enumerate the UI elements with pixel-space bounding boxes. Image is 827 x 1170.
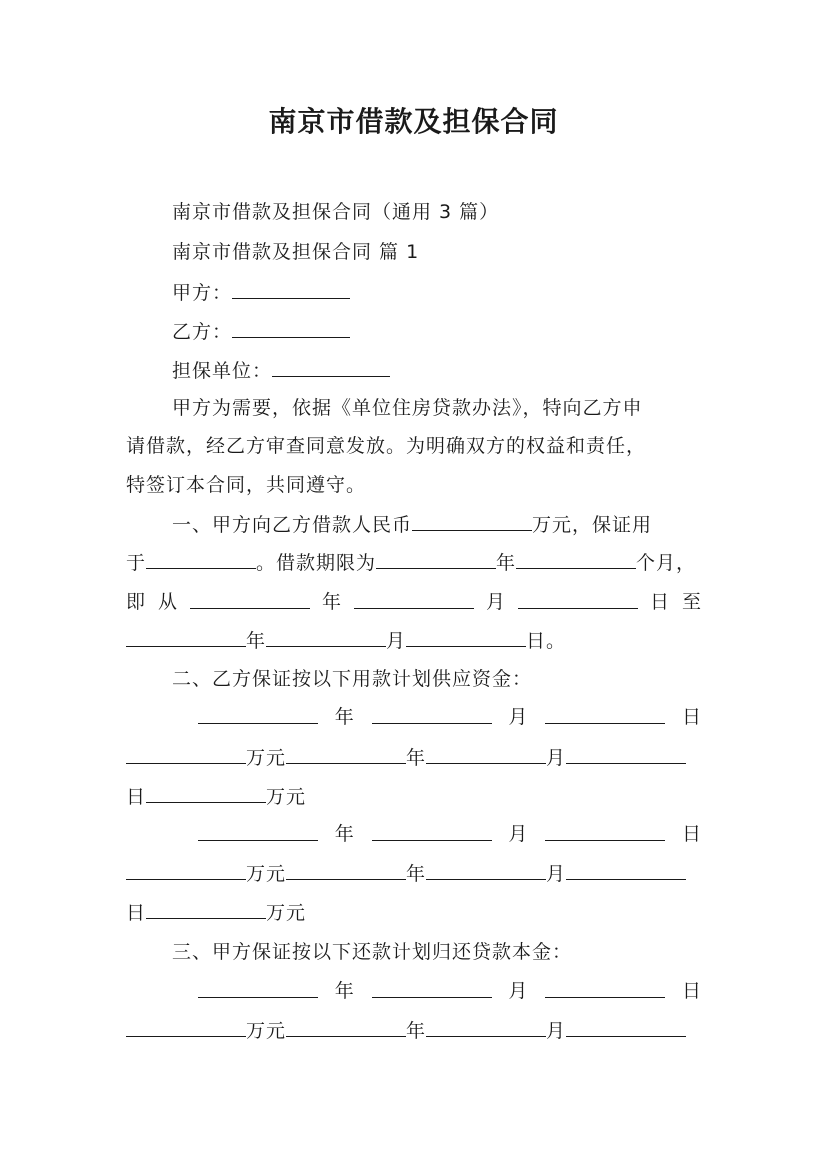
- clause1-text: 日: [649, 591, 670, 613]
- party-b-blank: [232, 319, 350, 338]
- clause3-row1-line1: [198, 979, 702, 1003]
- clause1-text: 年: [321, 591, 342, 613]
- repay-year-blank: [198, 979, 318, 998]
- end-month-blank: [266, 628, 386, 647]
- clause1-text: 月: [386, 630, 407, 652]
- section-title: 南京市借款及担保合同 篇 1: [172, 241, 420, 263]
- guarantor-label: 担保单位：: [172, 360, 273, 382]
- purpose-blank: [146, 550, 256, 569]
- plan-amount-blank: [126, 745, 246, 764]
- repay-month-blank: [426, 1018, 546, 1037]
- end-day-blank: [406, 628, 526, 647]
- plan-year-blank: [286, 861, 406, 880]
- month-label: 月: [508, 706, 529, 728]
- plan-amount-blank: [146, 900, 266, 919]
- clause1-text: 即: [126, 591, 147, 613]
- repay-day-blank: [566, 1018, 686, 1037]
- year-label: 年: [334, 823, 355, 845]
- plan-day-blank: [566, 745, 686, 764]
- plan-month-blank: [372, 705, 492, 724]
- year-label: 年: [406, 1020, 427, 1042]
- clause1-text: 年: [496, 552, 517, 574]
- wan-label: 万元: [266, 902, 307, 924]
- party-a-line: [172, 280, 350, 305]
- clause2-row2-line2: [126, 861, 686, 886]
- clause3-row1-line2: [126, 1018, 686, 1043]
- plan-day-blank: [545, 822, 665, 841]
- clause1-text: 至: [681, 591, 702, 613]
- day-label: 日: [681, 823, 702, 845]
- month-label: 月: [508, 980, 529, 1002]
- wan-label: 万元: [246, 863, 287, 885]
- clause1-text: 。借款期限为: [256, 552, 377, 574]
- intro-line-2: 请借款，经乙方审查同意发放。为明确双方的权益和责任，: [126, 435, 647, 457]
- clause1-text: 个月，: [636, 552, 697, 574]
- year-label: 年: [334, 706, 355, 728]
- guarantor-line: [172, 358, 390, 383]
- plan-amount-blank: [146, 784, 266, 803]
- plan-year-blank: [198, 822, 318, 841]
- term-years-blank: [376, 550, 496, 569]
- day-label: 日: [126, 786, 147, 808]
- clause2-row1-line2: [126, 745, 686, 770]
- repay-month-blank: [372, 979, 492, 998]
- clause3-heading: 三、甲方保证按以下还款计划归还贷款本金：: [172, 941, 573, 963]
- intro-line-1: 甲方为需要，依据《单位住房贷款办法》，特向乙方申: [172, 397, 643, 419]
- plan-amount-blank: [126, 861, 246, 880]
- end-year-blank: [126, 628, 246, 647]
- clause1-text: 年: [246, 630, 267, 652]
- day-label: 日: [126, 902, 147, 924]
- intro-line-3: 特签订本合同，共同遵守。: [126, 474, 367, 496]
- year-label: 年: [334, 980, 355, 1002]
- clause1-text: 一、甲方向乙方借款人民币: [172, 514, 413, 536]
- clause1-text: 日。: [526, 630, 567, 652]
- clause1-text: 从: [158, 591, 179, 613]
- clause2-heading: 二、乙方保证按以下用款计划供应资金：: [172, 668, 533, 690]
- document-title: 南京市借款及担保合同: [268, 105, 559, 138]
- wan-label: 万元: [266, 786, 307, 808]
- plan-year-blank: [198, 705, 318, 724]
- party-a-blank: [232, 280, 350, 299]
- repay-amount-blank: [126, 1018, 246, 1037]
- clause1-text: 万元，保证用: [532, 514, 653, 536]
- plan-day-blank: [545, 705, 665, 724]
- year-label: 年: [406, 747, 427, 769]
- clause2-row2-line3: [126, 900, 306, 925]
- clause2-row1-line3: [126, 784, 306, 809]
- clause2-row2-line1: [198, 822, 702, 846]
- month-label: 月: [508, 823, 529, 845]
- repay-day-blank: [545, 979, 665, 998]
- header-line: 南京市借款及担保合同（通用 3 篇）: [172, 201, 500, 223]
- clause1-line-3: [126, 590, 702, 614]
- party-a-label: 甲方：: [172, 282, 233, 304]
- month-label: 月: [546, 747, 567, 769]
- guarantor-blank: [272, 358, 390, 377]
- party-b-line: [172, 319, 350, 344]
- repay-year-blank: [286, 1018, 406, 1037]
- party-b-label: 乙方：: [172, 321, 233, 343]
- day-label: 日: [681, 706, 702, 728]
- term-months-blank: [516, 550, 636, 569]
- clause1-line-4: [126, 628, 566, 653]
- wan-label: 万元: [246, 747, 287, 769]
- clause2-row1-line1: [198, 705, 702, 729]
- start-month-blank: [354, 590, 474, 609]
- clause1-line-1: [172, 512, 652, 537]
- plan-month-blank: [426, 745, 546, 764]
- plan-day-blank: [566, 861, 686, 880]
- start-day-blank: [518, 590, 638, 609]
- clause1-line-2: [126, 550, 696, 575]
- clause1-text: 于: [126, 552, 147, 574]
- month-label: 月: [546, 863, 567, 885]
- plan-month-blank: [426, 861, 546, 880]
- month-label: 月: [546, 1020, 567, 1042]
- wan-label: 万元: [246, 1020, 287, 1042]
- clause1-text: 月: [485, 591, 506, 613]
- start-year-blank: [190, 590, 310, 609]
- day-label: 日: [681, 980, 702, 1002]
- year-label: 年: [406, 863, 427, 885]
- plan-year-blank: [286, 745, 406, 764]
- plan-month-blank: [372, 822, 492, 841]
- amount-blank: [412, 512, 532, 531]
